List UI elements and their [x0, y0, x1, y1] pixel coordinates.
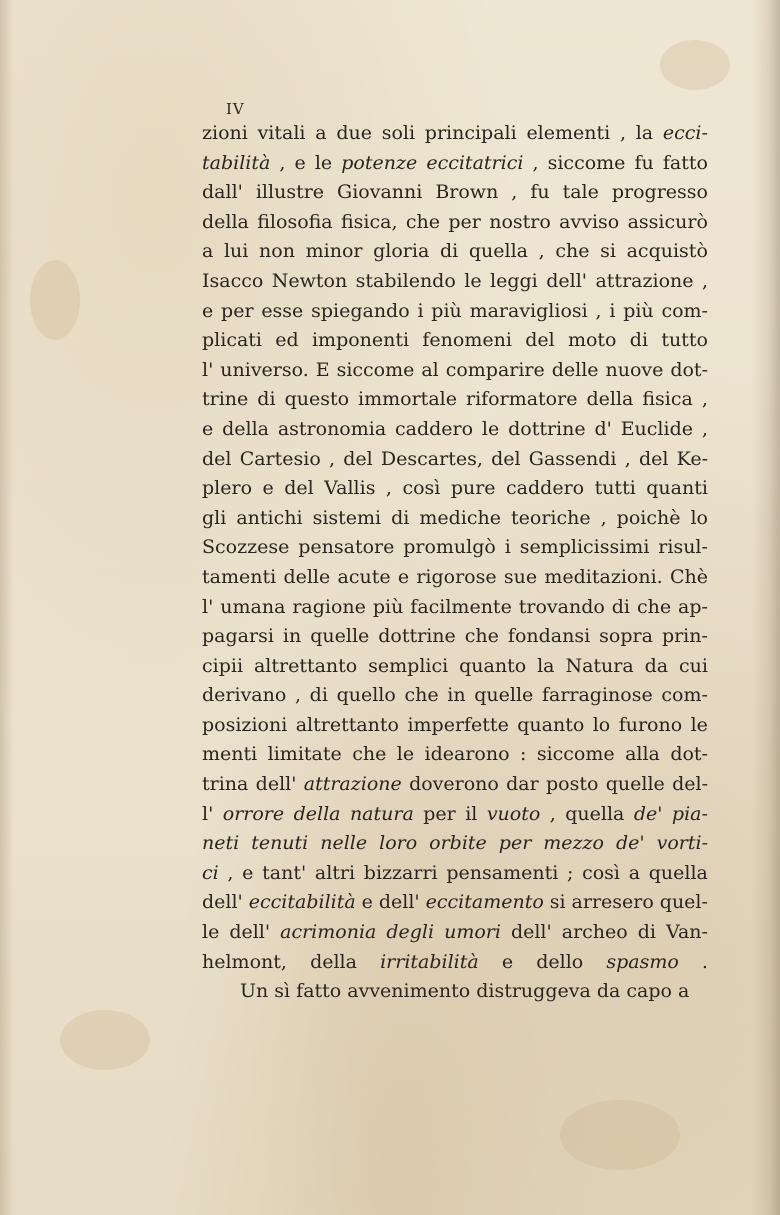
text-word: della — [202, 210, 249, 233]
text-line — [202, 240, 708, 270]
text-word: e — [242, 861, 254, 884]
text-word: dello — [536, 950, 584, 973]
text-word: , — [600, 506, 607, 529]
text-word: attrazione — [595, 269, 694, 292]
text-word: d' — [594, 417, 612, 440]
text-word: immortale — [358, 388, 457, 411]
page-number: IV — [226, 100, 245, 118]
text-word: attrazione — [303, 773, 402, 796]
text-line — [202, 980, 708, 1010]
text-word: plicati — [202, 329, 262, 352]
text-word: Descartes, — [380, 447, 483, 470]
text-line — [202, 388, 708, 418]
text-line — [202, 211, 708, 241]
text-word: di — [611, 595, 630, 618]
text-word: nuove — [605, 358, 664, 381]
text-word: nostro — [489, 210, 551, 233]
text-word: , — [279, 151, 286, 174]
text-word: loro — [379, 832, 418, 855]
text-word: pensamenti — [446, 861, 559, 884]
text-word: fenomeni — [422, 329, 512, 352]
text-line — [202, 684, 708, 714]
text-word: del — [202, 447, 232, 470]
text-word: tale — [562, 181, 599, 204]
text-line — [202, 536, 708, 566]
text-word: moto — [567, 329, 617, 352]
text-word: le — [464, 269, 482, 292]
text-word: bizzarri — [363, 861, 438, 884]
text-line — [202, 951, 708, 981]
text-word: del — [491, 447, 521, 470]
text-line — [202, 862, 708, 892]
text-line — [202, 596, 708, 626]
text-word: due — [336, 122, 372, 144]
text-word: Scozzese — [202, 536, 290, 559]
text-word: minor — [305, 240, 363, 263]
text-word: lo — [592, 713, 611, 736]
text-word: dottrine — [378, 625, 456, 648]
text-word: non — [259, 240, 295, 263]
text-word: sue — [503, 565, 538, 588]
text-word: gli — [202, 506, 227, 529]
text-word: , — [549, 802, 556, 825]
text-word: delle — [283, 565, 331, 588]
text-word: comparire — [445, 358, 545, 381]
text-word: l' — [202, 595, 214, 618]
text-line — [202, 270, 708, 300]
text-word: elementi — [526, 122, 611, 144]
text-word: umori — [444, 921, 501, 944]
text-line — [202, 448, 708, 478]
text-word: di — [637, 921, 656, 944]
text-word: , — [701, 417, 708, 440]
text-word: della — [293, 802, 341, 825]
text-word: e — [294, 151, 306, 174]
text-word: assicurò — [627, 210, 708, 233]
text-word: caddero — [395, 417, 474, 440]
text-word: del — [343, 447, 373, 470]
text-line — [202, 803, 708, 833]
text-line — [202, 507, 708, 537]
text-word: , — [595, 299, 602, 322]
text-word: che — [636, 595, 672, 618]
text-word: pia- — [671, 802, 708, 825]
text-word: orbite — [429, 832, 487, 855]
text-word: leggi — [490, 269, 538, 292]
paper-stain — [660, 40, 730, 90]
text-word: nelle — [320, 832, 368, 855]
text-word: progresso — [611, 181, 708, 204]
text-word: archeo — [561, 921, 628, 944]
text-word: le — [396, 743, 415, 766]
text-word: astronomia — [277, 417, 387, 440]
text-word: ; — [566, 861, 574, 884]
text-word: umana — [220, 595, 286, 618]
text-word: imperfette — [407, 713, 509, 736]
text-word: ed — [275, 329, 299, 352]
text-word: quella — [648, 861, 708, 884]
text-word: dot- — [670, 743, 708, 766]
text-word: per — [498, 832, 532, 855]
text-word: maravigliosi — [469, 299, 588, 322]
text-word: siccome — [536, 743, 615, 766]
text-word: la — [537, 654, 555, 677]
text-word: pensatore — [298, 536, 395, 559]
text-word: , — [701, 269, 708, 292]
text-word: derivano — [202, 684, 287, 707]
text-word: mediche — [419, 506, 501, 529]
text-word: plero — [202, 477, 253, 500]
text-word: Newton — [271, 269, 348, 292]
text-line — [202, 921, 708, 951]
text-word: acute — [337, 565, 391, 588]
text-word: quel- — [659, 891, 708, 914]
text-word: quelle — [605, 773, 665, 796]
text-word: Ke- — [676, 447, 708, 470]
text-line — [202, 300, 708, 330]
text-word: eccitatrici — [426, 151, 524, 174]
text-word: semplicissimi — [519, 536, 650, 559]
text-word: prin- — [661, 625, 708, 648]
text-word: e — [501, 950, 514, 973]
body-text — [202, 122, 708, 1010]
text-word: fatto — [662, 151, 708, 174]
text-word: soli — [381, 122, 416, 144]
text-line — [202, 655, 708, 685]
text-word: eccitabilità — [248, 891, 356, 914]
text-word: vorti- — [656, 832, 708, 855]
text-word: vitali — [257, 122, 306, 144]
text-word: quella — [565, 802, 625, 825]
text-word: ap- — [678, 595, 708, 618]
text-word: Van- — [665, 921, 708, 944]
text-word: , — [328, 447, 336, 470]
text-word: rigorose — [416, 565, 497, 588]
text-word: , — [538, 240, 545, 263]
text-word: sopra — [599, 625, 653, 648]
text-word: . — [701, 950, 708, 973]
text-word: si — [549, 891, 566, 914]
text-word: meditazioni. — [544, 565, 663, 588]
text-word: più — [372, 595, 404, 618]
text-word: risul- — [658, 536, 708, 559]
text-line — [202, 566, 708, 596]
text-word: semplici — [368, 654, 449, 677]
text-word: si — [600, 240, 616, 263]
text-word: di — [391, 506, 410, 529]
text-word: : — [519, 743, 527, 766]
text-word: tant' — [262, 861, 307, 884]
text-word: principali — [424, 122, 517, 144]
text-word: acrimonia — [280, 921, 377, 944]
text-word: per — [423, 802, 456, 825]
text-line — [202, 122, 708, 152]
text-word: ci — [202, 861, 219, 884]
text-word: spasmo — [606, 950, 679, 973]
text-word: l' — [202, 358, 214, 381]
text-word: tamenti — [202, 565, 277, 588]
text-word: da — [644, 654, 669, 677]
text-word: che — [352, 743, 387, 766]
text-word: , — [227, 861, 234, 884]
text-line — [202, 359, 708, 389]
text-word: a — [628, 861, 641, 884]
text-word: farraginose — [541, 684, 653, 707]
text-word: , — [511, 181, 518, 204]
paper-stain — [30, 260, 80, 340]
text-word: imponenti — [311, 329, 410, 352]
text-word: di — [309, 684, 328, 707]
text-word: siccome — [547, 151, 626, 174]
text-word: pagarsi — [202, 625, 274, 648]
text-word: caddero — [506, 477, 585, 500]
text-word: vuoto — [486, 802, 541, 825]
text-word: tutto — [661, 329, 708, 352]
text-word: siccome — [336, 358, 415, 381]
text-word: fu — [634, 151, 654, 174]
text-line — [202, 714, 708, 744]
text-word: questo — [284, 388, 350, 411]
text-word: avviso — [559, 210, 620, 233]
text-word: cipii — [202, 654, 244, 677]
page-right-edge — [752, 0, 780, 1215]
text-word: tenuti — [251, 832, 309, 855]
text-word: altrettanto — [253, 654, 358, 677]
text-word: universo. — [220, 358, 309, 381]
text-word: E — [315, 358, 330, 381]
text-word: in — [282, 625, 302, 648]
text-word: eccitamento — [425, 891, 544, 914]
text-word: a — [202, 240, 214, 263]
text-word: mezzo — [543, 832, 604, 855]
text-line — [202, 477, 708, 507]
text-word: antichi — [236, 506, 303, 529]
text-word: lui — [223, 240, 249, 263]
text-word: , — [532, 151, 539, 174]
text-word: dell' — [378, 891, 420, 914]
text-word: Euclide — [620, 417, 693, 440]
text-word: irritabilità — [380, 950, 479, 973]
text-word: le — [202, 921, 220, 944]
text-word: Chè — [669, 565, 708, 588]
text-word: dell' — [202, 891, 243, 914]
text-word: per — [448, 210, 481, 233]
text-word: dell' — [510, 921, 552, 944]
text-word: dar — [506, 773, 539, 796]
text-word: limitate — [267, 743, 342, 766]
text-word: della — [222, 417, 269, 440]
text-word: facilmente — [410, 595, 512, 618]
text-word: arresero — [571, 891, 654, 914]
text-word: di — [439, 240, 459, 263]
text-line — [202, 743, 708, 773]
text-word: stabilendo — [355, 269, 456, 292]
text-word: , — [624, 447, 631, 470]
text-word: quella — [468, 240, 528, 263]
text-word: dall' — [202, 181, 243, 204]
text-word: del — [638, 447, 669, 470]
text-word: i — [609, 299, 616, 322]
text-word: Brown — [435, 181, 499, 204]
text-word: per — [221, 299, 254, 322]
text-word: a — [315, 122, 327, 144]
text-word: posizioni — [202, 713, 288, 736]
text-word: il — [465, 802, 478, 825]
text-word: spiegando — [311, 299, 410, 322]
text-word: , — [619, 122, 626, 144]
text-word: cui — [679, 654, 708, 677]
text-line — [202, 152, 708, 182]
text-word: furono — [618, 713, 683, 736]
text-word: le — [314, 151, 333, 174]
text-word: Cartesio — [239, 447, 321, 470]
text-word: acquistò — [626, 240, 708, 263]
text-word: della — [310, 950, 357, 973]
text-segment: Un sì fatto avvenimento distruggeva da capo a — [240, 980, 690, 1003]
text-word: della — [586, 388, 634, 411]
text-word: de' — [633, 802, 663, 825]
text-word: orrore — [222, 802, 285, 825]
text-word: com- — [661, 684, 708, 707]
text-word: e — [202, 417, 214, 440]
text-word: posto — [546, 773, 599, 796]
text-word: pure — [450, 477, 496, 500]
text-word: dottrine — [508, 417, 586, 440]
paper-stain — [60, 1010, 150, 1070]
text-word: del — [525, 329, 555, 352]
text-word: potenze — [341, 151, 418, 174]
text-word: Vallis — [324, 477, 376, 500]
text-word: trina — [202, 773, 249, 796]
text-line — [202, 891, 708, 921]
text-word: menti — [202, 743, 258, 766]
text-word: più — [431, 299, 462, 322]
text-word: helmont, — [202, 950, 287, 973]
page-left-edge — [0, 0, 14, 1215]
text-word: dell' — [229, 921, 271, 944]
text-word: quanto — [517, 713, 585, 736]
text-word: del — [284, 477, 314, 500]
text-word: degli — [386, 921, 435, 944]
text-word: Gassendi — [528, 447, 617, 470]
text-word: dot- — [670, 358, 708, 381]
text-word: fu — [530, 181, 550, 204]
text-word: quello — [336, 684, 396, 707]
text-word: trovando — [518, 595, 605, 618]
text-word: natura — [349, 802, 414, 825]
text-word: che — [555, 240, 590, 263]
text-word: alla — [625, 743, 660, 766]
text-word: le — [690, 713, 708, 736]
text-word: al — [421, 358, 439, 381]
text-word: e — [262, 477, 274, 500]
text-line — [202, 832, 708, 862]
text-word: , — [294, 684, 302, 707]
text-line — [202, 773, 708, 803]
text-word: le — [481, 417, 500, 440]
text-word: neti — [202, 832, 240, 855]
text-word: così — [582, 861, 621, 884]
text-word: quelle — [474, 684, 534, 707]
text-word: lo — [690, 506, 708, 529]
text-word: Isacco — [202, 269, 264, 292]
text-word: e — [202, 299, 214, 322]
text-word: di — [257, 388, 276, 411]
text-word: zioni — [202, 122, 248, 144]
text-word: che — [405, 210, 440, 233]
text-word: tutti — [594, 477, 636, 500]
text-word: di — [629, 329, 649, 352]
text-line — [202, 329, 708, 359]
text-word: idearono — [424, 743, 510, 766]
text-word: e — [361, 891, 373, 914]
text-word: che — [404, 684, 439, 707]
text-word: tabilità — [202, 151, 271, 174]
text-word: quelle — [310, 625, 370, 648]
text-word: più — [623, 299, 654, 322]
text-word: trine — [202, 388, 249, 411]
text-word: in — [447, 684, 466, 707]
text-word: quanti — [646, 477, 708, 500]
text-word: i — [417, 299, 424, 322]
text-word: , — [701, 388, 708, 411]
text-word: doverono — [409, 773, 499, 796]
text-word: l' — [202, 802, 214, 825]
text-word: teoriche — [511, 506, 591, 529]
text-word: delle — [551, 358, 599, 381]
text-word: filosofia — [257, 210, 333, 233]
text-word: fisica, — [341, 210, 398, 233]
text-word: e — [397, 565, 410, 588]
text-word: altri — [314, 861, 356, 884]
text-line — [202, 181, 708, 211]
text-word: Giovanni — [337, 181, 423, 204]
text-word: poichè — [616, 506, 681, 529]
text-word: gloria — [373, 240, 430, 263]
text-word: , — [385, 477, 392, 500]
text-word: com- — [661, 299, 708, 322]
text-line — [202, 625, 708, 655]
text-word: de' — [615, 832, 645, 855]
text-word: dell' — [255, 773, 297, 796]
text-word: così — [402, 477, 441, 500]
text-word: ragione — [292, 595, 366, 618]
text-word: sistemi — [312, 506, 382, 529]
text-word: i — [504, 536, 511, 559]
text-word: riformatore — [465, 388, 578, 411]
text-word: dell' — [546, 269, 588, 292]
text-word: esse — [261, 299, 304, 322]
text-word: del- — [672, 773, 708, 796]
text-word: fisica — [642, 388, 693, 411]
text-word: promulgò — [403, 536, 496, 559]
text-line — [202, 418, 708, 448]
paper-stain — [560, 1100, 680, 1170]
text-word: che — [464, 625, 499, 648]
text-word: altrettanto — [295, 713, 399, 736]
text-word: ecci- — [662, 122, 708, 144]
text-word: Natura — [565, 654, 634, 677]
text-word: fondansi — [507, 625, 591, 648]
text-word: quanto — [459, 654, 527, 677]
text-word: la — [635, 122, 654, 144]
text-word: illustre — [255, 181, 325, 204]
